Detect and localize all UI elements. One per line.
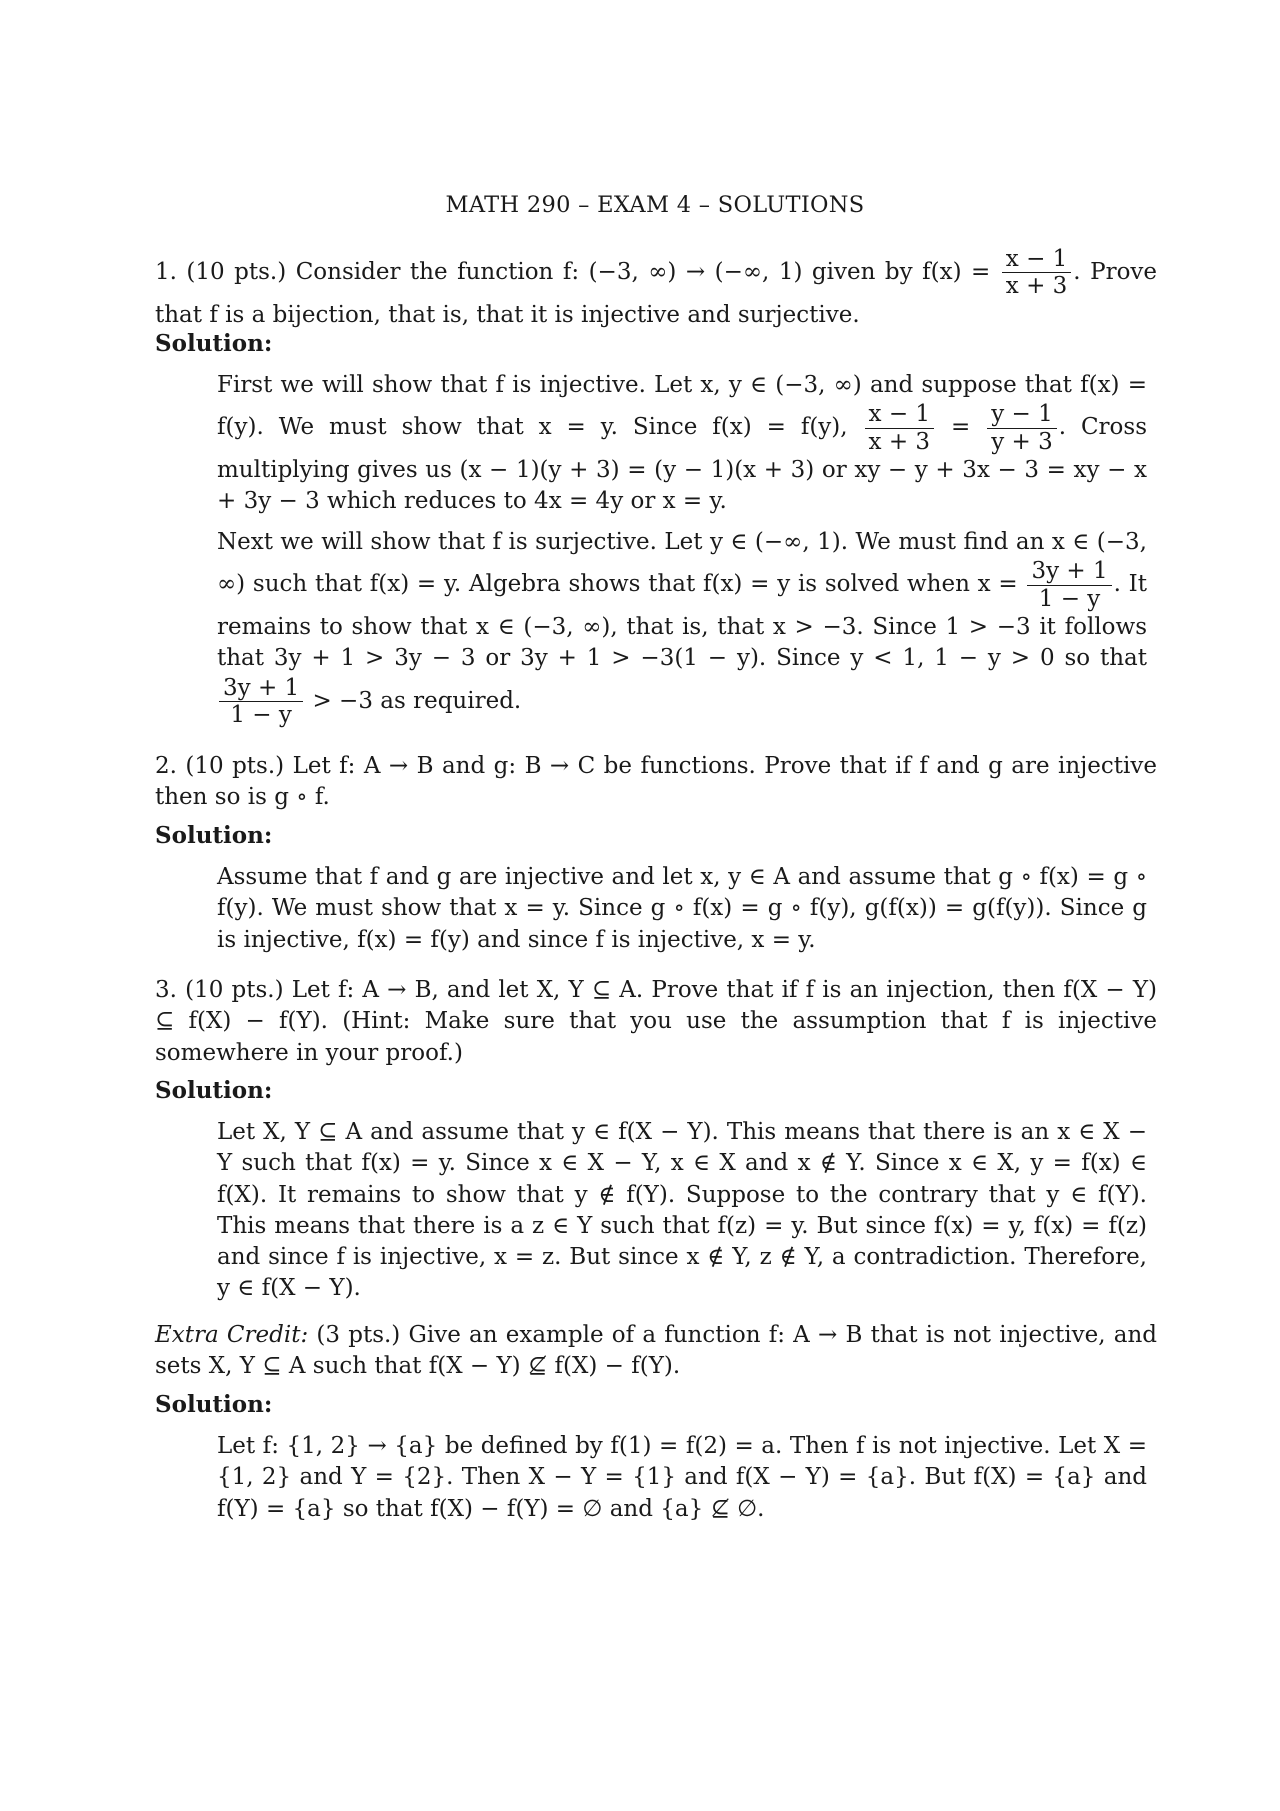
problem-3-solution: Let X, Y ⊆ A and assume that y ∈ f(X − Y). This means that there is an x ∈ X − Y such that f(x) = y. Since x ∈ X − Y, x ∈ X and x ∉ Y. Since x ∈ X, y = f(x) ∈ f(X). It remains to show that y ∉ f(Y). Suppose to the contrary that y ∈ f(Y). This means that there is a z ∈ Y such that f(z) = y. But since f(x) = y, f(x) = f(z) and since f is injective, x = z. But since x ∉ Y, z ∉ Y, a contradiction. Therefore, y ∈ f(X − Y). <box>217 1119 1147 1302</box>
solution-1-text-a: First we will show that f is injective. Let x, y ∈ (−3, ∞) and suppose that f(x) = f(y). We must show that x = y. Since f(x) = f(y), <box>217 372 1147 441</box>
solution-heading-extra: Solution: <box>155 1391 273 1418</box>
problem-2-statement: 2. (10 pts.) Let f: A → B and g: B → C be functions. Prove that if f and g are injective then so is g ∘ f. <box>155 753 1157 811</box>
solution-heading-3: Solution: <box>155 1077 273 1104</box>
solution-heading-2: Solution: <box>155 822 273 849</box>
solution-1-fraction-bound: $\frac{3y + 1}{1 - y}$ <box>219 675 303 729</box>
problem-1-text-b: . Prove that f is a bijection, that is, that it is injective and surjective. <box>155 258 1158 328</box>
solution-1-fraction-x: $\frac{x - 1}{x + 3}$ <box>865 401 935 455</box>
extra-credit-label: Extra Credit: <box>155 1322 309 1348</box>
problem-1-fraction: $\frac{x - 1}{x + 3}$ <box>1002 246 1072 300</box>
extra-credit-statement <box>155 1320 1157 1383</box>
problem-2-solution: Assume that f and g are injective and let x, y ∈ A and assume that g ∘ f(x) = g ∘ f(y). We must show that x = y. Since g ∘ f(x) = g ∘ f(y), g(f(x)) = g(f(y)). Since g is injective, f(x) = f(y) and since f is injective, x = y. <box>217 864 1147 953</box>
solution-heading-1: Solution: <box>155 330 273 357</box>
solution-1-fraction-y: $\frac{y - 1}{y + 3}$ <box>987 401 1057 455</box>
extra-credit-solution: Let f: {1, 2} → {a} be defined by f(1) = f(2) = a. Then f is not injective. Let X = {1, 2} and Y = {2}. Then X − Y = {1} and f(X − Y) = {a}. But f(X) = {a} and f(Y) = {a} so that f(X) − f(Y) = ∅ and {a} ⊈ ∅. <box>217 1433 1147 1522</box>
page-title: MATH 290 – EXAM 4 – SOLUTIONS <box>445 192 865 218</box>
solution-1-text-b: . Cross multiplying gives us (x − 1)(y + 3) = (y − 1)(x + 3) or xy − y + 3x − 3 = xy − x + 3y − 3 which reduces to 4x = 4y or x = y. <box>217 414 1148 515</box>
problem-1-statement <box>155 246 1157 331</box>
solution-1-surj-text-b: . It remains to show that x ∈ (−3, ∞), that is, that x > −3. Since 1 > −3 it follows that 3y + 1 > 3y − 3 or 3y + 1 > −3(1 − y). Since y < 1, 1 − y > 0 so that <box>217 571 1147 672</box>
problem-3-statement: 3. (10 pts.) Let f: A → B, and let X, Y ⊆ A. Prove that if f is an injection, then f(X − Y) ⊆ f(X) − f(Y). (Hint: Make sure that you use the assumption that f is injective somewhere in your proof.) <box>155 977 1157 1066</box>
solution-1-surj-text-c: > −3 as required. <box>312 687 522 714</box>
solution-1-fraction-x-value: $\frac{3y + 1}{1 - y}$ <box>1027 558 1111 612</box>
solution-1-surj-text-a: Next we will show that f is surjective. Let y ∈ (−∞, 1). We must find an x ∈ (−3, ∞) such that f(x) = y. Algebra shows that f(x) = y is solved when x = <box>217 529 1147 598</box>
extra-credit-text: (3 pts.) Give an example of a function f: A → B that is not injective, and sets X, Y ⊆ A such that f(X − Y) ⊈ f(X) − f(Y). <box>155 1322 1158 1380</box>
problem-1-solution-injective <box>217 370 1147 518</box>
problem-1-text-a: 1. (10 pts.) Consider the function f: (−3, ∞) → (−∞, 1) given by f(x) = <box>155 258 991 285</box>
problem-1-solution-surjective <box>217 527 1147 729</box>
solution-1-equals: = <box>950 414 971 441</box>
